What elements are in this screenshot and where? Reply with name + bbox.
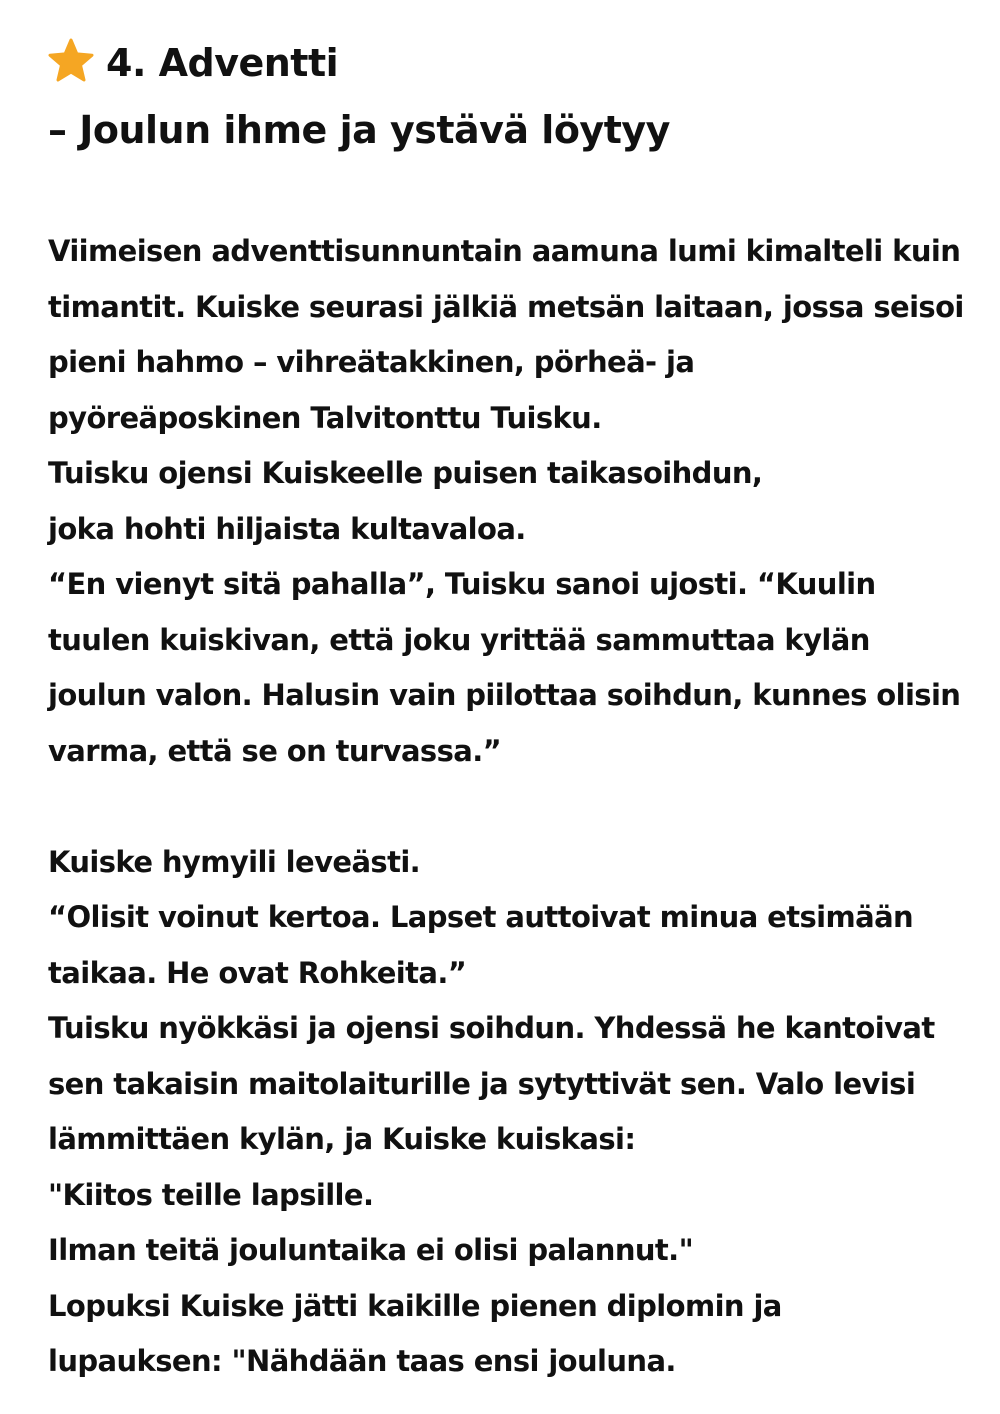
story-text bbox=[48, 224, 968, 1390]
story-line: sen takaisin maitolaiturille ja sytyttivät sen. Valo levisi bbox=[48, 1066, 916, 1101]
story-line: "Kiitos teille lapsille. bbox=[48, 1177, 374, 1212]
story-line: “En vienyt sitä pahalla”, Tuisku sanoi ujosti. “Kuulin bbox=[48, 567, 876, 601]
story-line: Tuisku ojensi Kuiskeelle puisen taikasoihdun, bbox=[48, 456, 763, 490]
story-line: joulun valon. Halusin vain piilottaa soihdun, kunnes olisin bbox=[48, 678, 961, 712]
story-line: lupauksen: "Nähdään taas ensi jouluna. bbox=[48, 1344, 676, 1378]
story-line: varma, että se on turvassa.” bbox=[48, 733, 502, 768]
chapter-title: 4. Adventti bbox=[106, 41, 339, 85]
star-icon bbox=[48, 38, 94, 84]
chapter-heading bbox=[48, 38, 338, 87]
story-line: “Olisit voinut kertoa. Lapset auttoivat minua etsimään bbox=[48, 900, 914, 934]
chapter-subtitle: – Joulun ihme ja ystävä löytyy bbox=[48, 108, 670, 152]
story-line: Kuiske hymyili leveästi. bbox=[48, 844, 421, 879]
story-line: pyöreäposkinen Talvitonttu Tuisku. bbox=[48, 400, 602, 435]
story-line: Viimeisen adventtisunnuntain aamuna lumi kimalteli kuin bbox=[48, 234, 961, 268]
story-line: taikaa. He ovat Rohkeita.” bbox=[48, 955, 467, 990]
story-line: Ilman teitä jouluntaika ei olisi palannut." bbox=[48, 1233, 694, 1267]
story-line: joka hohti hiljaista kultavaloa. bbox=[48, 511, 526, 546]
story-line: Lopuksi Kuiske jätti kaikille pienen diplomin ja bbox=[48, 1288, 782, 1323]
story-line: lämmittäen kylän, ja Kuiske kuiskasi: bbox=[48, 1122, 636, 1156]
story-line: tuulen kuiskivan, että joku yrittää sammuttaa kylän bbox=[48, 622, 870, 657]
story-line: timantit. Kuiske seurasi jälkiä metsän laitaan, jossa seisoi bbox=[48, 289, 964, 324]
story-line: Tuisku nyökkäsi ja ojensi soihdun. Yhdessä he kantoivat bbox=[48, 1011, 935, 1045]
story-line: pieni hahmo – vihreätakkinen, pörheä- ja bbox=[48, 345, 695, 379]
paragraph-spacer bbox=[48, 779, 968, 835]
